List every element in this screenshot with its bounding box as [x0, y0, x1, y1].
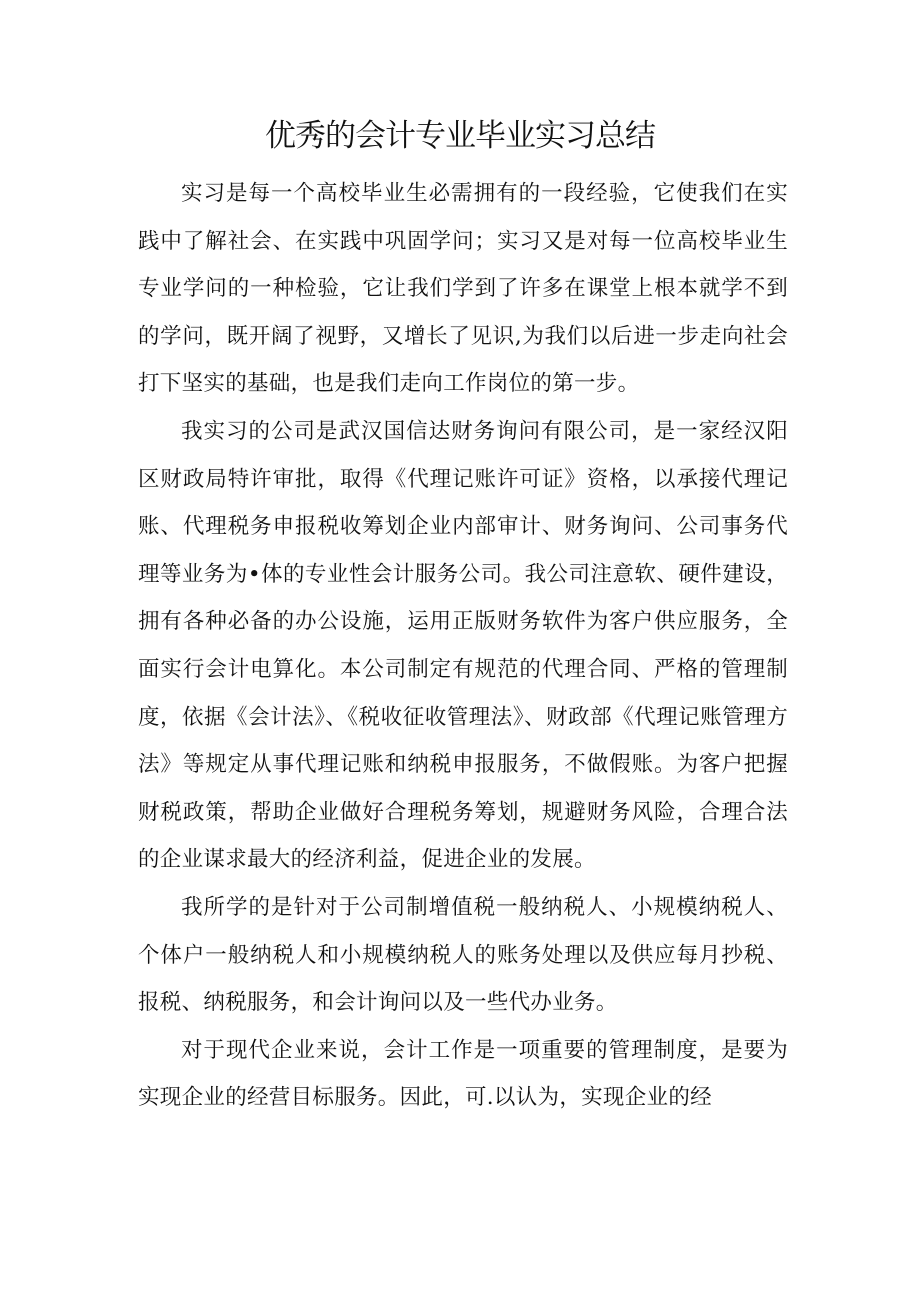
paragraph-2: 我实习的公司是武汉国信达财务询问有限公司，是一家经汉阳区财政局特许审批，取得《代理记账许可证》资格，以承接代理记账、代理税务申报税收筹划企业内部审计、财务询问、公司事务代理等业务为•体的专业性会计服务公司。我公司注意软、硬件建设，拥有各种必备的办公设施，运用正版财务软件为客户供应服务，全面实行会计电算化。本公司制定有规范的代理合同、严格的管理制度，依据《会计法》、《税收征收管理法》、财政部《代理记账管理方法》等规定从事代理记账和纳税申报服务，不做假账。为客户把握财税政策，帮助企业做好合理税务筹划，规避财务风险，合理合法的企业谋求最大的经济利益，促进企业的发展。: [138, 418, 788, 873]
paragraph-1: 实习是每一个高校毕业生必需拥有的一段经验，它使我们在实践中了解社会、在实践中巩固学问；实习又是对每一位高校毕业生专业学问的一种检验，它让我们学到了许多在课堂上根本就学不到的学问，既开阔了视野，又增长了见识,为我们以后进一步走向社会打下坚实的基础，也是我们走向工作岗位的第一步。: [138, 181, 788, 397]
paragraph-4: 对于现代企业来说，会计工作是一项重要的管理制度，是要为实现企业的经营目标服务。因此，可.以认为，实现企业的经: [138, 1037, 788, 1111]
document-body: [138, 170, 788, 1122]
document-title: 优秀的会计专业毕业实习总结: [265, 118, 655, 154]
paragraph-3: 我所学的是针对于公司制增值税一般纳税人、小规模纳税人、个体户一般纳税人和小规模纳税人的账务处理以及供应每月抄税、报税、纳税服务，和会计询问以及一些代办业务。: [138, 894, 788, 1016]
